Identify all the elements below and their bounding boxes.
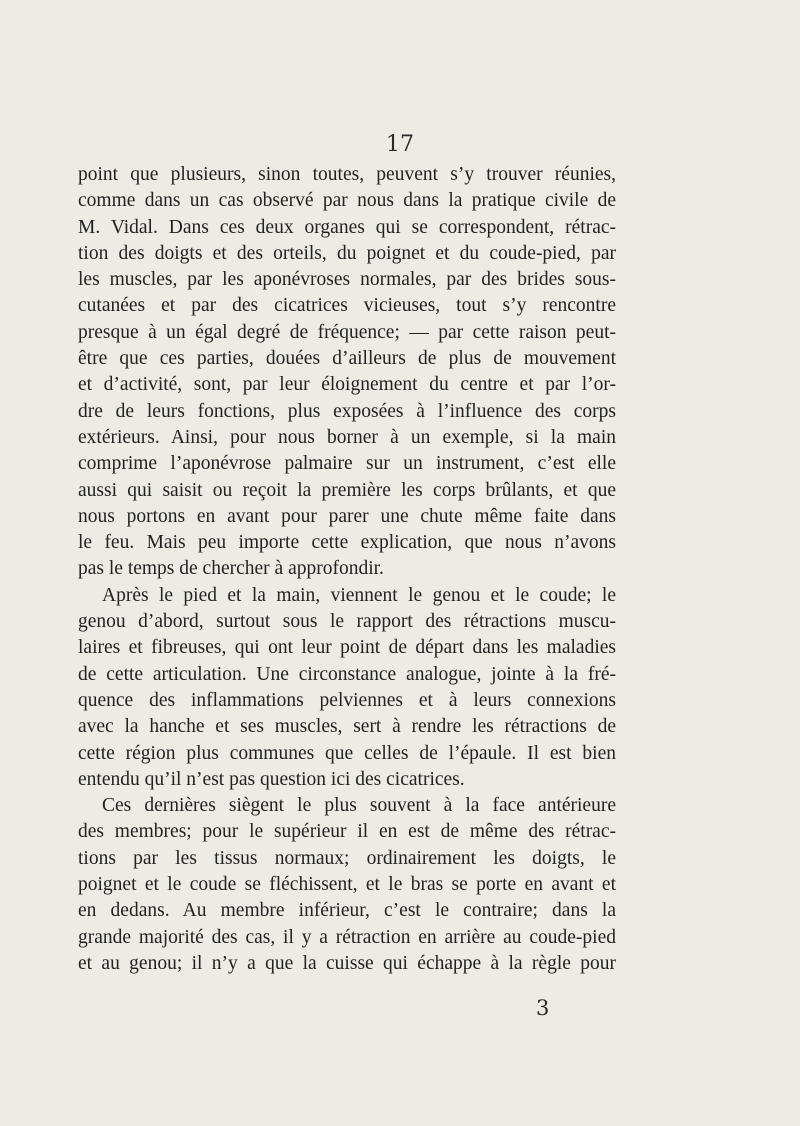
text-line: cette région plus communes que celles de l’épaule. Il est bien <box>78 742 616 764</box>
text-line: pas le temps de chercher à approfondir. <box>78 558 384 580</box>
text-line: dre de leurs fonctions, plus exposées à l’influence des corps <box>78 400 616 422</box>
text-line: de cette articulation. Une circonstance analogue, jointe à la fré- <box>78 663 616 685</box>
text-line: des membres; pour le supérieur il en est de même des rétrac- <box>78 821 616 843</box>
text-line: les muscles, par les aponévroses normales, par des brides sous- <box>78 269 616 291</box>
text-line: être que ces parties, douées d’ailleurs de plus de mouvement <box>78 348 616 370</box>
text-line: cutanées et par des cicatrices vicieuses, tout s’y rencontre <box>78 295 616 317</box>
text-line: en dedans. Au membre inférieur, c’est le contraire; dans la <box>78 900 616 922</box>
text-line: aussi qui saisit ou reçoit la première les corps brûlants, et que <box>78 479 616 501</box>
signature-mark: 3 <box>536 996 550 1020</box>
text-line: tion des doigts et des orteils, du poignet et du coude-pied, par <box>78 242 616 264</box>
text-line: comprime l’aponévrose palmaire sur un instrument, c’est elle <box>78 453 616 475</box>
text-line: poignet et le coude se fléchissent, et le bras se porte en avant et <box>78 874 616 896</box>
text-line: Ces dernières siègent le plus souvent à la face antérieure <box>102 795 616 817</box>
text-line: M. Vidal. Dans ces deux organes qui se correspondent, rétrac- <box>78 216 616 238</box>
text-line: tions par les tissus normaux; ordinairement les doigts, le <box>78 847 616 869</box>
text-line: comme dans un cas observé par nous dans la pratique civile de <box>78 190 616 212</box>
text-line: presque à un égal degré de fréquence; — par cette raison peut- <box>78 321 616 343</box>
text-line: quence des inflammations pelviennes et à leurs connexions <box>78 689 616 711</box>
text-line: et d’activité, sont, par leur éloignement du centre et par l’or- <box>78 374 616 396</box>
text-line: extérieurs. Ainsi, pour nous borner à un exemple, si la main <box>78 426 616 448</box>
text-line: grande majorité des cas, il y a rétraction en arrière au coude-pied <box>78 926 616 948</box>
text-line: le feu. Mais peu importe cette explication, que nous n’avons <box>78 532 616 554</box>
text-line: laires et fibreuses, qui ont leur point de départ dans les maladies <box>78 637 616 659</box>
text-line: point que plusieurs, sinon toutes, peuvent s’y trouver réunies, <box>78 164 616 185</box>
text-line: genou d’abord, surtout sous le rapport des rétractions muscu- <box>78 611 616 633</box>
page-number: 17 <box>386 132 414 157</box>
text-line: nous portons en avant pour parer une chute même faite dans <box>78 505 616 527</box>
text-line: et au genou; il n’y a que la cuisse qui échappe à la règle pour <box>78 952 616 974</box>
text-line: avec la hanche et ses muscles, sert à rendre les rétractions de <box>78 716 616 738</box>
text-line: entendu qu’il n’est pas question ici des cicatrices. <box>78 768 465 790</box>
body-text <box>78 162 616 977</box>
text-line: Après le pied et la main, viennent le genou et le coude; le <box>102 584 616 606</box>
